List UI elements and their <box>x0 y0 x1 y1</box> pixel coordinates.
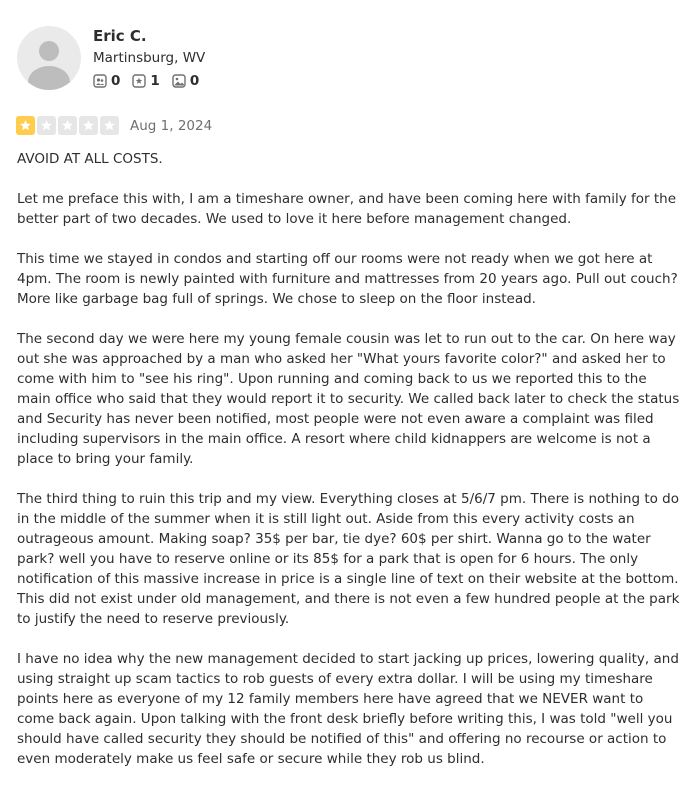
avatar-head-shape <box>39 41 59 61</box>
review-paragraph: Let me preface this with, I am a timeshare owner, and have been coming here with family for the better part of two decades. We used to love it here before management changed. <box>17 191 677 227</box>
star-rating <box>16 116 119 135</box>
reviews-count-value: 1 <box>150 73 160 89</box>
review-star-icon <box>132 74 146 88</box>
friends-count <box>93 73 120 89</box>
reviews-count <box>132 73 159 89</box>
photo-icon <box>172 74 186 88</box>
friends-count-value: 0 <box>111 73 121 89</box>
reviewer-location: Martinsburg, WV <box>93 50 206 66</box>
reviewer-name[interactable]: Eric C. <box>93 27 147 45</box>
star-empty-icon <box>79 116 98 135</box>
reviewer-stats <box>93 73 199 89</box>
rating-row <box>16 116 212 135</box>
review-date: Aug 1, 2024 <box>130 117 213 134</box>
avatar[interactable] <box>17 26 81 90</box>
star-empty-icon <box>37 116 56 135</box>
review-paragraph: The third thing to ruin this trip and my view. Everything closes at 5/6/7 pm. There is nothing to do in the middle of the summer when it is still light out. Aside from this every activity costs an outrageous amount. Making soap? 35$ per bar, tie dye? 60$ per shirt. Wanna go to the water park? well you have to reserve online or its 85$ for a park that is open for 6 hours. The only notification of this massive increase in price is a single line of text on their website at the bottom. This did not exist under old management, and there is not even a few hundred people at the park to justify the need to reserve previously. <box>17 491 680 627</box>
review-text <box>17 149 682 789</box>
avatar-body-shape <box>28 66 70 90</box>
star-empty-icon <box>58 116 77 135</box>
star-filled-icon <box>16 116 35 135</box>
photos-count <box>172 73 199 89</box>
review-paragraph: This time we stayed in condos and starting off our rooms were not ready when we got here at 4pm. The room is newly painted with furniture and mattresses from 20 years ago. Pull out couch? More like garbage bag full of springs. We chose to sleep on the floor instead. <box>17 251 678 307</box>
star-empty-icon <box>100 116 119 135</box>
review-paragraph: The second day we were here my young female cousin was let to run out to the car. On here way out she was approached by a man who asked her "What yours favorite color?" and asked her to come with him to "see his ring". Upon running and coming back to us we reported this to the main office who said that they would report it to security. We called back later to check the status and Security has never been notified, most people were not even aware a complaint was filed including supervisors in the main office. A resort where child kidnappers are welcome is not a place to bring your family. <box>17 331 680 467</box>
photos-count-value: 0 <box>189 73 200 89</box>
review-paragraph: I have no idea why the new management decided to start jacking up prices, lowering quality, and using straight up scam tactics to rob guests of every extra dollar. I will be using my timeshare points here as everyone of my 12 family members here have agreed that we NEVER want to come back again. Upon talking with the front desk briefly before writing this, I was told "well you should have called security they should be notified of this" and offering no recourse or action to even moderately make us feel safe or secure while they rob us blind. <box>17 651 679 767</box>
review-paragraph: AVOID AT ALL COSTS. <box>17 151 163 167</box>
friends-icon <box>93 74 107 88</box>
